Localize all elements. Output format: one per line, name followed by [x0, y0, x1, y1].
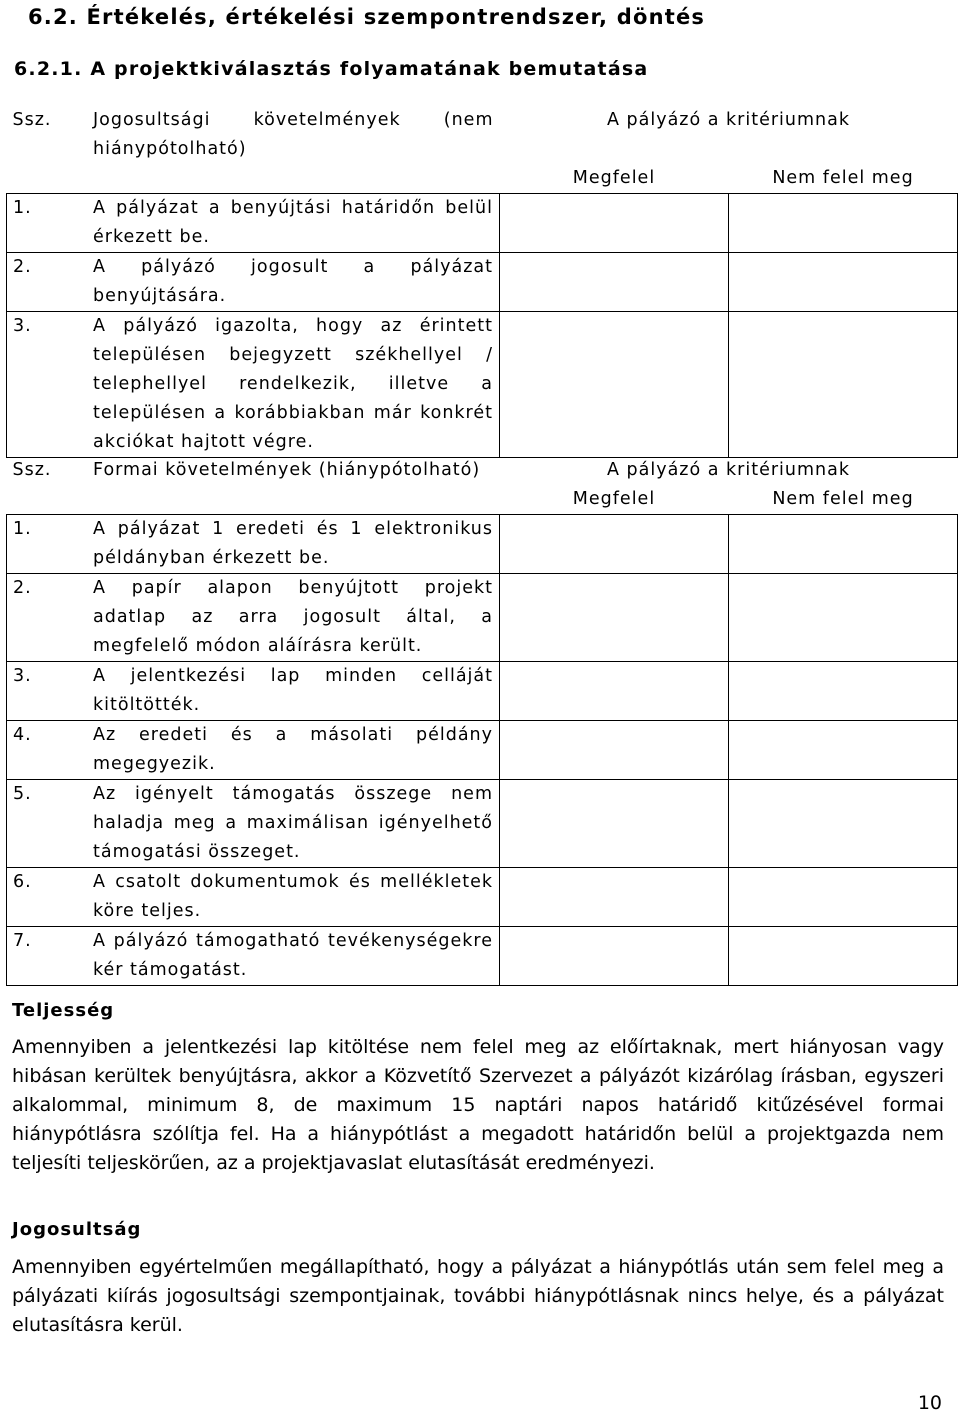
- row-text: A pályázat a benyújtási határidőn belül érkezett be.: [91, 194, 500, 253]
- nem-felel-meg-cell[interactable]: [729, 515, 958, 574]
- nem-felel-meg-cell[interactable]: [729, 194, 958, 253]
- table-row: [7, 253, 958, 312]
- nem-felel-meg-cell[interactable]: [729, 780, 958, 868]
- row-number: 1.: [7, 515, 92, 574]
- row-text: A papír alapon benyújtott projekt adatlap az arra jogosult által, a megfelelő módon aláírásra került.: [91, 574, 500, 662]
- row-number: 3.: [7, 662, 92, 721]
- row-text: Az eredeti és a másolati példány megegyezik.: [91, 721, 500, 780]
- megfelel-cell[interactable]: [500, 868, 729, 927]
- row-text: A pályázat 1 eredeti és 1 elektronikus példányban érkezett be.: [91, 515, 500, 574]
- jogosultsag-title: Jogosultság: [12, 1219, 142, 1240]
- row-text: A csatolt dokumentumok és mellékletek köre teljes.: [91, 868, 500, 927]
- col-header-group: A pályázó a kritériumnak: [606, 460, 850, 480]
- col-header-megfelel: Megfelel: [500, 164, 729, 194]
- table-row: [7, 927, 958, 986]
- col-header-ssz: Ssz.: [12, 110, 52, 130]
- col-header-megfelel: Megfelel: [500, 485, 729, 515]
- megfelel-cell[interactable]: [500, 515, 729, 574]
- table-row: [7, 312, 958, 458]
- formal-requirements-table: [6, 456, 958, 986]
- megfelel-cell[interactable]: [500, 721, 729, 780]
- table-row: [7, 780, 958, 868]
- table-row: [7, 574, 958, 662]
- col-header-nem-felel-meg: Nem felel meg: [729, 164, 958, 194]
- row-number: 2.: [7, 574, 92, 662]
- teljesseg-paragraph: Amennyiben a jelentkezési lap kitöltése nem felel meg az előírtaknak, mert hiányosan vagy hibásan kerültek benyújtásra, akkor a Közvetítő Szervezet a pályázót kizárólag írásban, egyszeri alkalommal, minimum 8, de maximum 15 naptári napos határidő kitűzésével formai hiánypótlásra szólítja fel. Ha a hiánypótlást a megadott határidőn belül a projektgazda nem teljesíti teljeskörűen, az a projektjavaslat elutasítását eredményezi.: [12, 1036, 944, 1174]
- teljesseg-title: Teljesség: [12, 1000, 115, 1021]
- page-number: 10: [917, 1392, 942, 1414]
- table-row: [7, 194, 958, 253]
- row-text: A pályázó jogosult a pályázat benyújtására.: [91, 253, 500, 312]
- row-number: 2.: [7, 253, 92, 312]
- megfelel-cell[interactable]: [500, 312, 729, 458]
- nem-felel-meg-cell[interactable]: [729, 662, 958, 721]
- nem-felel-meg-cell[interactable]: [729, 253, 958, 312]
- nem-felel-meg-cell[interactable]: [729, 574, 958, 662]
- row-number: 7.: [7, 927, 92, 986]
- table-row: [7, 868, 958, 927]
- row-number: 1.: [7, 194, 92, 253]
- row-number: 6.: [7, 868, 92, 927]
- eligibility-table: [6, 106, 958, 458]
- megfelel-cell[interactable]: [500, 780, 729, 868]
- megfelel-cell[interactable]: [500, 927, 729, 986]
- row-text: A jelentkezési lap minden celláját kitöltötték.: [91, 662, 500, 721]
- megfelel-cell[interactable]: [500, 662, 729, 721]
- row-text: A pályázó igazolta, hogy az érintett településen bejegyzett székhellyel / telephellyel rendelkezik, illetve a településen a korábbiakban már konkrét akciókat hajtott végre.: [91, 312, 500, 458]
- col-header-requirements: Jogosultsági követelmények (nem hiánypótolható): [93, 110, 494, 159]
- row-text: A pályázó támogatható tevékenységekre kér támogatást.: [91, 927, 500, 986]
- row-number: 4.: [7, 721, 92, 780]
- megfelel-cell[interactable]: [500, 194, 729, 253]
- row-number: 5.: [7, 780, 92, 868]
- nem-felel-meg-cell[interactable]: [729, 721, 958, 780]
- table-row: [7, 662, 958, 721]
- row-text: Az igényelt támogatás összege nem haladja meg a maximálisan igényelhető támogatási összeget.: [91, 780, 500, 868]
- megfelel-cell[interactable]: [500, 253, 729, 312]
- subsection-heading: 6.2.1. A projektkiválasztás folyamatának bemutatása: [14, 58, 649, 80]
- nem-felel-meg-cell[interactable]: [729, 868, 958, 927]
- jogosultsag-paragraph: Amennyiben egyértelműen megállapítható, hogy a pályázat a hiánypótlás után sem felel meg a pályázati kiírás jogosultsági szempontjainak, további hiánypótlásnak nincs helye, és a pályázat elutasításra kerül.: [12, 1256, 944, 1336]
- col-header-ssz: Ssz.: [12, 460, 52, 480]
- col-header-group: A pályázó a kritériumnak: [606, 110, 850, 130]
- nem-felel-meg-cell[interactable]: [729, 927, 958, 986]
- megfelel-cell[interactable]: [500, 574, 729, 662]
- row-number: 3.: [7, 312, 92, 458]
- section-heading: 6.2. Értékelés, értékelési szempontrendszer, döntés: [28, 5, 706, 29]
- table-row: [7, 515, 958, 574]
- col-header-nem-felel-meg: Nem felel meg: [729, 485, 958, 515]
- nem-felel-meg-cell[interactable]: [729, 312, 958, 458]
- table-row: [7, 721, 958, 780]
- col-header-requirements: Formai követelmények (hiánypótolható): [93, 460, 481, 480]
